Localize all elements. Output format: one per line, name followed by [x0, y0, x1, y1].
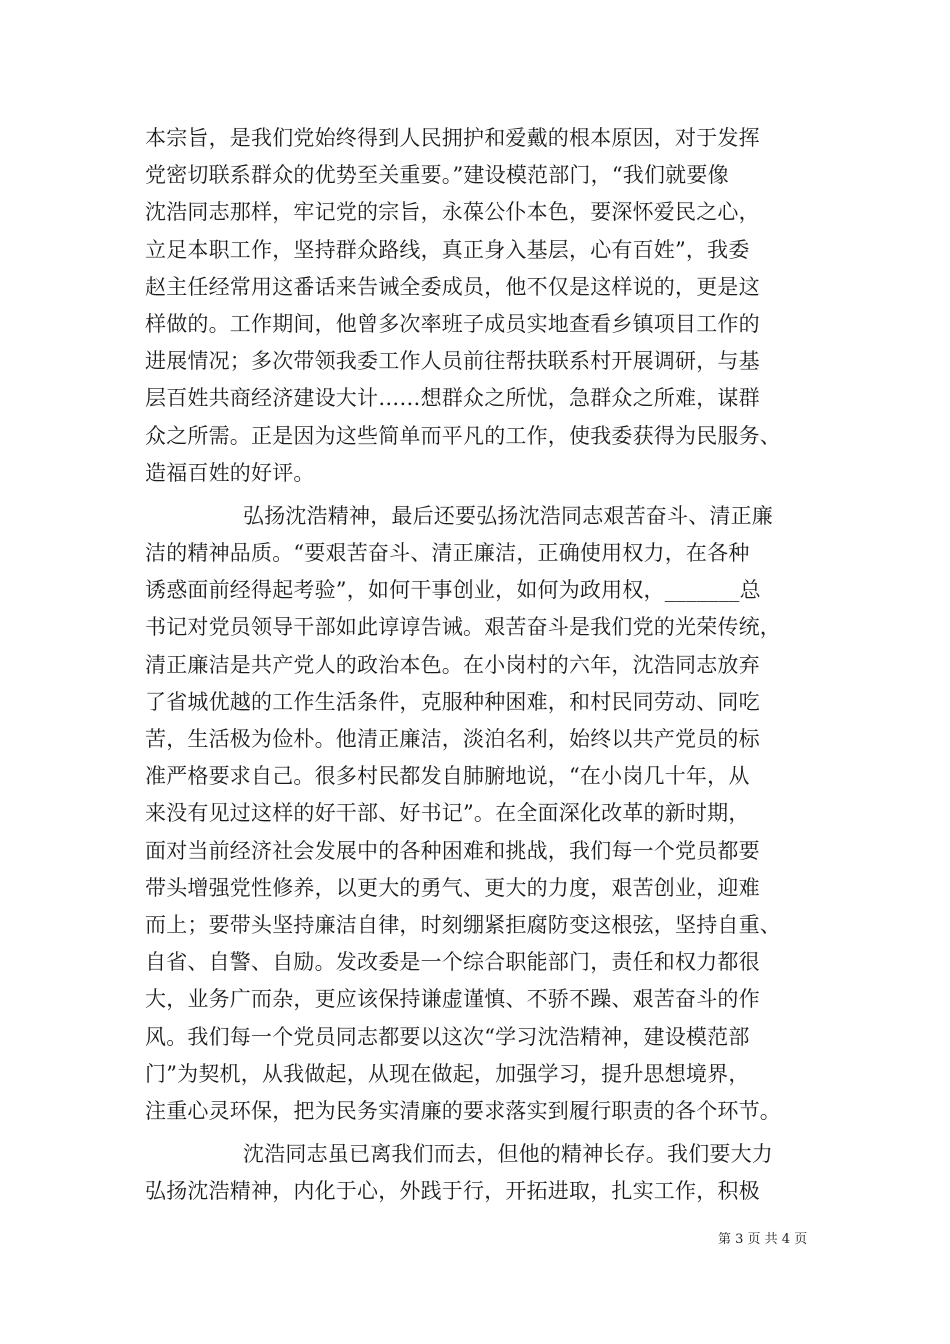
paragraph	[145, 120, 815, 492]
text-line: 立足本职工作，坚持群众路线，真正身入基层，心有百姓”，我委	[145, 237, 750, 262]
text-line: 注重心灵环保，把为民务实清廉的要求落实到履行职责的各个环节。	[145, 1098, 781, 1123]
text-line: 大，业务广而杂，更应该保持谦虚谨慎、不骄不躁、艰苦奋斗的作	[145, 987, 760, 1012]
text-line: 清正廉洁是共产党人的政治本色。在小岗村的六年，沈浩同志放弃	[145, 652, 760, 677]
text-line: 苦，生活极为俭朴。他清正廉洁，淡泊名利，始终以共产党员的标	[145, 727, 760, 751]
text-line: 洁的精神品质。“要艰苦奋斗、清正廉洁，正确使用权力，在各种	[145, 541, 750, 566]
text-line: 自省、自警、自励。发改委是一个综合职能部门，责任和权力都很	[145, 950, 760, 975]
text-line: 面对当前经济社会发展中的各种困难和挑战，我们每一个党员都要	[145, 838, 760, 863]
text-line: 沈浩同志虽已离我们而去，但他的精神长存。我们要大力	[243, 1142, 773, 1167]
paragraph	[145, 1136, 815, 1210]
text-line: 准严格要求自己。很多村民都发自肺腑地说，“在小岗几十年，从	[145, 764, 750, 789]
text-line: 造福百姓的好评。	[145, 460, 315, 485]
body-text	[145, 120, 815, 1210]
text-line: 进展情况；多次带领我委工作人员前往帮扶联系村开展调研，与基	[145, 349, 760, 374]
text-line: 本宗旨，是我们党始终得到人民拥护和爱戴的根本原因，对于发挥	[145, 126, 760, 150]
text-line: 众之所需。正是因为这些简单而平凡的工作，使我委获得为民服务、	[145, 423, 781, 448]
text-line: 弘扬沈浩精神，最后还要弘扬沈浩同志艰苦奋斗、清正廉	[243, 503, 773, 528]
text-line: 带头增强党性修养，以更大的勇气、更大的力度，艰苦创业，迎难	[145, 875, 760, 900]
text-line: 党密切联系群众的优势至关重要。”建设模范部门，“我们就要像	[145, 163, 729, 188]
text-line: 沈浩同志那样，牢记党的宗旨，永葆公仆本色，要深怀爱民之心，	[145, 200, 760, 225]
text-line: 赵主任经常用这番话来告诫全委成员，他不仅是这样说的，更是这	[145, 274, 760, 299]
text-line: 书记对党员领导干部如此谆谆告诫。艰苦奋斗是我们党的光荣传统，	[145, 615, 781, 640]
text-line: 风。我们每一个党员同志都要以这次“学习沈浩精神，建设模范部	[145, 1024, 750, 1049]
text-line: 了省城优越的工作生活条件，克服种种困难，和村民同劳动、同吃	[145, 689, 760, 714]
text-line: 诱惑面前经得起考验”，如何干事创业，如何为政用权，_______总	[145, 578, 761, 603]
text-line: 来没有见过这样的好干部、好书记”。在全面深化改革的新时期，	[145, 801, 750, 826]
text-line: 层百姓共商经济建设大计……想群众之所忧，急群众之所难，谋群	[145, 386, 760, 411]
paragraph	[145, 498, 815, 1130]
page-footer: 第 3 页 共 4 页	[718, 1232, 808, 1247]
text-line: 而上；要带头坚持廉洁自律，时刻绷紧拒腐防变这根弦，坚持自重、	[145, 912, 781, 937]
text-line: 门”为契机，从我做起，从现在做起，加强学习，提升思想境界，	[145, 1061, 750, 1086]
text-line: 弘扬沈浩精神，内化于心，外践于行，开拓进取，扎实工作，积极	[145, 1179, 760, 1204]
text-line: 样做的。工作期间，他曾多次率班子成员实地查看乡镇项目工作的	[145, 311, 760, 336]
